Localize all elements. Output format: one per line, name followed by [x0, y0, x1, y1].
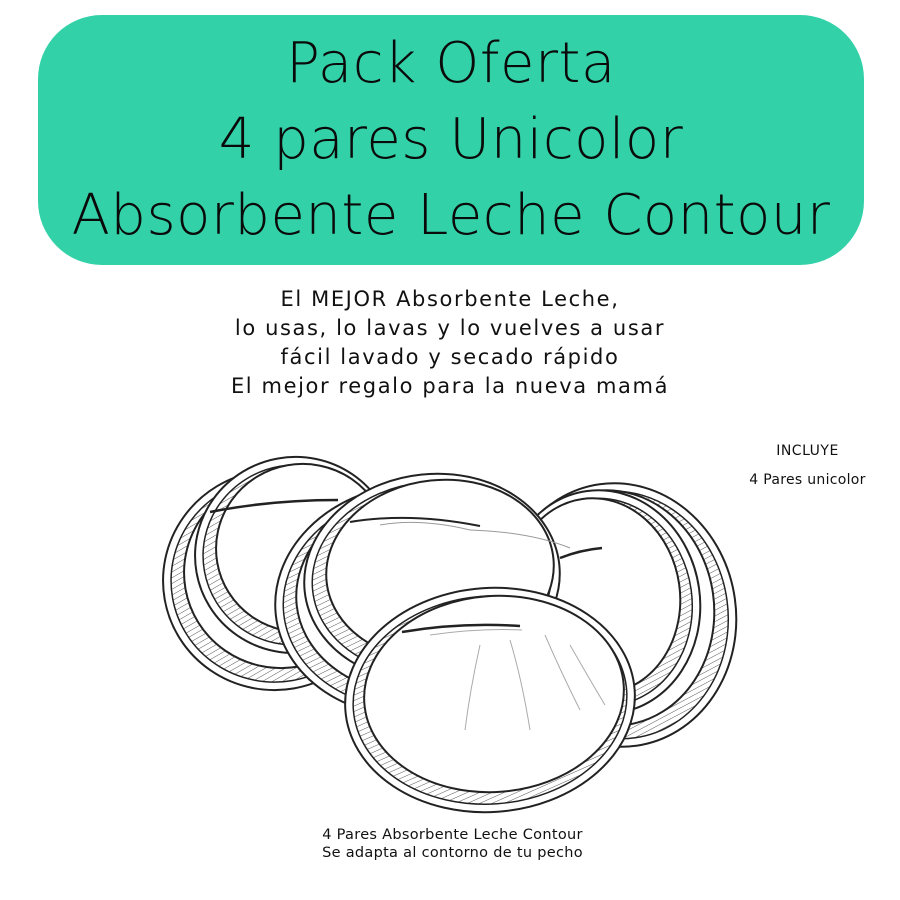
includes-title: INCLUYE — [776, 443, 839, 459]
includes-item: 4 Pares unicolor — [749, 472, 866, 488]
tagline-line-3: fácil lavado y secado rápido — [280, 345, 620, 369]
product-tagline — [0, 285, 900, 401]
banner-subtitle: 4 pares Unicolor — [218, 107, 684, 172]
caption-line-2: Se adapta al contorno de tu pecho — [322, 845, 583, 861]
tagline-line-1: El MEJOR Absorbente Leche, — [280, 287, 620, 311]
tagline-line-4: El mejor regalo para la nueva mamá — [230, 374, 670, 398]
offer-banner — [38, 15, 864, 265]
tagline-line-2: lo usas, lo lavas y lo vuelves a usar — [234, 316, 666, 340]
banner-product-name: Absorbente Leche Contour — [71, 183, 831, 248]
banner-title: Pack Oferta — [286, 31, 616, 96]
caption-line-1: 4 Pares Absorbente Leche Contour — [322, 827, 583, 843]
nursing-pads-icon — [150, 430, 750, 820]
illustration-caption — [0, 826, 900, 862]
